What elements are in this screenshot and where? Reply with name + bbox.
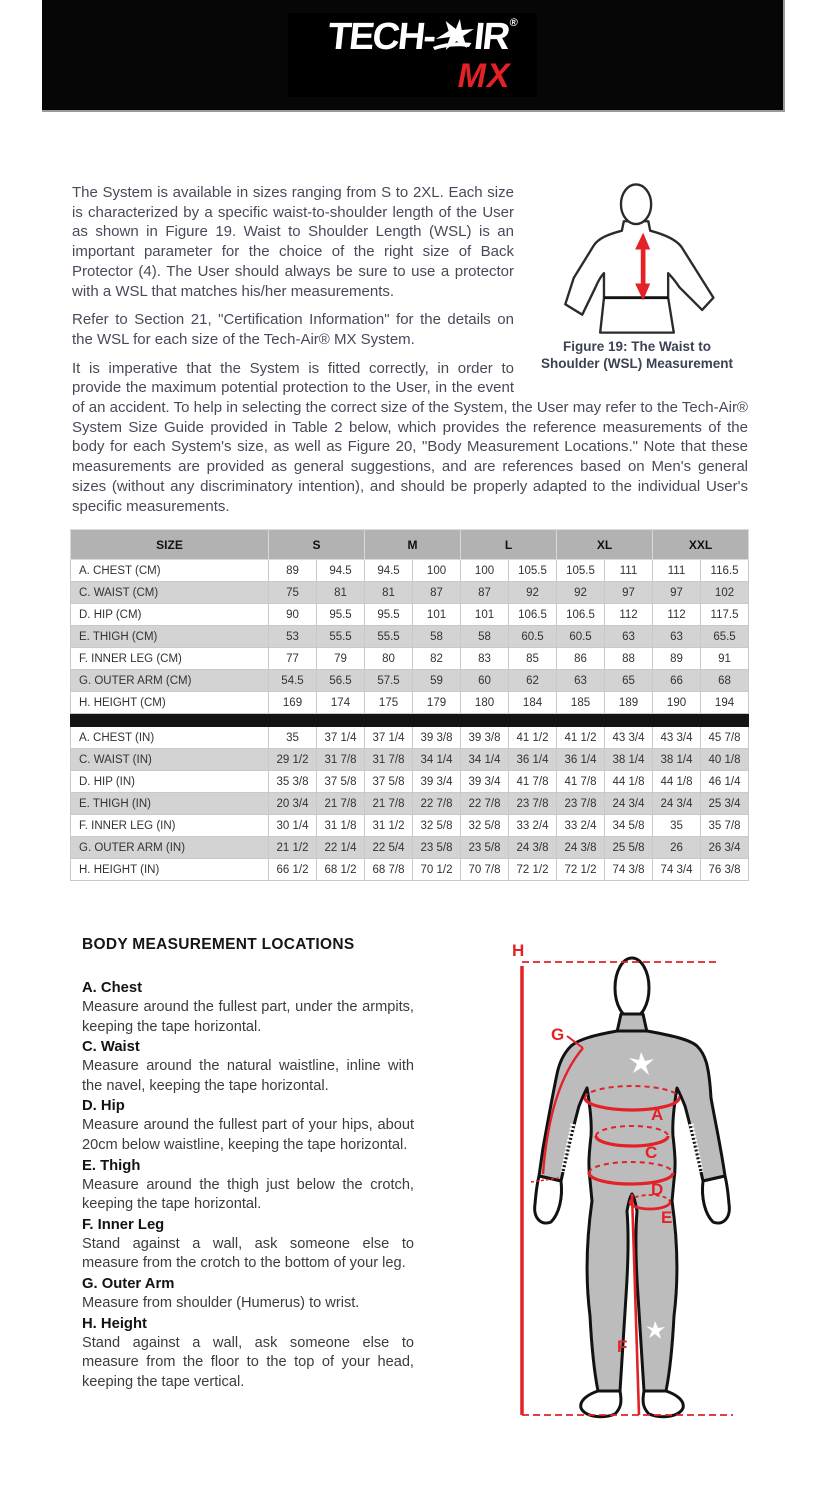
- measurement-cell: 33 2/4: [557, 815, 605, 837]
- measurement-cell: 88: [605, 648, 653, 670]
- measurement-cell: 35: [653, 815, 701, 837]
- table-row: [71, 604, 749, 626]
- measurement-cell: 92: [557, 582, 605, 604]
- table-header-row: [71, 530, 749, 560]
- measurement-cell: 97: [653, 582, 701, 604]
- measurement-cell: 106.5: [509, 604, 557, 626]
- measurement-cell: 63: [605, 626, 653, 648]
- measurement-cell: 95.5: [365, 604, 413, 626]
- measurement-cell: 117.5: [701, 604, 749, 626]
- table-row: [71, 815, 749, 837]
- label-waist: C: [645, 1143, 658, 1162]
- measurement-cell: 97: [605, 582, 653, 604]
- measurement-cell: 34 1/4: [413, 749, 461, 771]
- row-label: H. HEIGHT (IN): [71, 859, 269, 881]
- measurement-cell: 39 3/4: [461, 771, 509, 793]
- size-col-xl: XL: [557, 530, 653, 560]
- measurement-cell: 43 3/4: [605, 727, 653, 749]
- size-col-m: M: [365, 530, 461, 560]
- measurement-cell: 35 3/8: [269, 771, 317, 793]
- registered-mark: ®: [509, 16, 519, 29]
- measurement-cell: 24 3/4: [605, 793, 653, 815]
- measurement-item-chest: [82, 978, 414, 1037]
- measurement-cell: 22 5/4: [365, 837, 413, 859]
- measurement-title: C. Waist: [82, 1039, 140, 1056]
- measurement-cell: 39 3/4: [413, 771, 461, 793]
- measurement-cell: 21 7/8: [365, 793, 413, 815]
- measurement-text: Measure around the thigh just below the crotch, keeping the tape horizontal.: [82, 1176, 414, 1213]
- measurement-cell: 94.5: [317, 560, 365, 582]
- measurement-cell: 31 1/8: [317, 815, 365, 837]
- measurement-cell: 41 7/8: [557, 771, 605, 793]
- measurement-cell: 116.5: [701, 560, 749, 582]
- wsl-silhouette-figure: [553, 183, 721, 335]
- measurement-cell: 62: [509, 670, 557, 692]
- measurement-cell: 26: [653, 837, 701, 859]
- table-row: [71, 626, 749, 648]
- measurement-cell: 45 7/8: [701, 727, 749, 749]
- measurement-cell: 29 1/2: [269, 749, 317, 771]
- measurement-cell: 90: [269, 604, 317, 626]
- measurement-cell: 53: [269, 626, 317, 648]
- in-rows-body: [71, 727, 749, 881]
- size-header-cell: SIZE: [71, 530, 269, 560]
- measurement-cell: 194: [701, 692, 749, 714]
- figure-head: [615, 958, 649, 1018]
- measurement-item-hip: [82, 1096, 414, 1155]
- measurement-cell: 37 1/4: [365, 727, 413, 749]
- measurement-title: H. Height: [82, 1315, 147, 1332]
- measurement-cell: 58: [413, 626, 461, 648]
- intro-paragraph-1: The System is available in sizes ranging from S to 2XL. Each size is characterized by a specific waist-to-shoulder length of the User as shown in Figure 19. Waist to Shoulder Length (WSL) is an important parameter for the choice of the right size of Back Protector (4). The User should always be sure to use a protector with a WSL that matches his/her measurements.: [72, 184, 514, 300]
- tech-air-mx-logo: [326, 16, 519, 95]
- measurement-cell: 44 1/8: [653, 771, 701, 793]
- table-row: [71, 859, 749, 881]
- label-outer-arm: G: [551, 1025, 565, 1044]
- measurement-cell: 174: [317, 692, 365, 714]
- measurement-cell: 30 1/4: [269, 815, 317, 837]
- measurement-cell: 44 1/8: [605, 771, 653, 793]
- cm-rows-body: [71, 560, 749, 714]
- measurement-cell: 87: [413, 582, 461, 604]
- measurement-cell: 23 5/8: [413, 837, 461, 859]
- measurement-cell: 25 3/4: [701, 793, 749, 815]
- table-row: [71, 749, 749, 771]
- system-size-guide-table: [70, 529, 749, 881]
- measurement-cell: 35 7/8: [701, 815, 749, 837]
- intro-section: [72, 183, 748, 525]
- measurement-cell: 175: [365, 692, 413, 714]
- measurement-title: G. Outer Arm: [82, 1275, 175, 1292]
- figure-left-hand: [535, 1176, 562, 1223]
- table-row: [71, 793, 749, 815]
- measurement-title: A. Chest: [82, 980, 143, 996]
- figure-19-caption: [526, 339, 748, 373]
- logo-text-mx: MX: [457, 57, 511, 95]
- tech-air-wordmark: [326, 17, 518, 57]
- measurement-cell: 24 3/4: [653, 793, 701, 815]
- measurement-cell: 77: [269, 648, 317, 670]
- table-row: [71, 771, 749, 793]
- measurement-cell: 55.5: [365, 626, 413, 648]
- intro-paragraph-2: Refer to Section 21, "Certification Information" for the details on the WSL for each size of the Tech-Air® MX System.: [72, 311, 514, 348]
- measurement-cell: 25 5/8: [605, 837, 653, 859]
- label-chest: A: [651, 1105, 664, 1124]
- row-label: A. CHEST (CM): [71, 560, 269, 582]
- intro-paragraph-3: It is imperative that the System is fitted correctly, in order to provide the maximum potential protection to the User, in the event of an accident. To help in selecting the correct size of the System, the User may refer to the Tech-Air® System Size Guide provided in Table 2 below, which provides the reference measurements of the body for each System's size, as well as Figure 20, "Body Measurement Locations." Note that these measurements are provided as general suggestions, and are references based on Men's general sizes (without any discriminatory intention), and should be properly adapted to the individual User's specific measurements.: [72, 359, 748, 515]
- measurement-cell: 33 2/4: [509, 815, 557, 837]
- logo-dash: -: [421, 16, 437, 58]
- table-row: [71, 648, 749, 670]
- measurement-cell: 70 7/8: [461, 859, 509, 881]
- measurement-cell: 72 1/2: [509, 859, 557, 881]
- measurement-cell: 179: [413, 692, 461, 714]
- row-label: H. HEIGHT (CM): [71, 692, 269, 714]
- measurement-cell: 59: [413, 670, 461, 692]
- measurement-text: Measure around the fullest part, under the armpits, keeping the tape horizontal.: [82, 999, 414, 1035]
- measurement-cell: 24 3/8: [509, 837, 557, 859]
- measurement-cell: 31 1/2: [365, 815, 413, 837]
- measurement-cell: 100: [461, 560, 509, 582]
- measurement-cell: 55.5: [317, 626, 365, 648]
- measurement-cell: 37 1/4: [317, 727, 365, 749]
- measurement-item-thigh: [82, 1156, 414, 1215]
- measurement-text: Measure around the natural waistline, inline with the navel, keeping the tape horizontal.: [82, 1058, 414, 1094]
- measurement-cell: 32 5/8: [413, 815, 461, 837]
- measurement-cell: 80: [365, 648, 413, 670]
- measurement-cell: 21 7/8: [317, 793, 365, 815]
- measurement-cell: 38 1/4: [605, 749, 653, 771]
- measurement-cell: 106.5: [557, 604, 605, 626]
- measurement-cell: 105.5: [509, 560, 557, 582]
- measurement-cell: 41 7/8: [509, 771, 557, 793]
- measurement-cell: 68: [701, 670, 749, 692]
- measurement-cell: 101: [413, 604, 461, 626]
- measurement-cell: 60.5: [557, 626, 605, 648]
- measurement-item-waist: [82, 1037, 414, 1096]
- measurement-cell: 35: [269, 727, 317, 749]
- measurement-cell: 72 1/2: [557, 859, 605, 881]
- figure-19-caption-line2: Shoulder (WSL) Measurement: [540, 355, 734, 371]
- figure-neck: [617, 1014, 647, 1032]
- measurement-title: D. Hip: [82, 1098, 125, 1115]
- row-label: A. CHEST (IN): [71, 727, 269, 749]
- measurement-cell: 36 1/4: [557, 749, 605, 771]
- size-col-s: S: [269, 530, 365, 560]
- measurement-text: Measure from shoulder (Humerus) to wrist.: [82, 1294, 360, 1311]
- measurement-cell: 43 3/4: [653, 727, 701, 749]
- measurement-cell: 40 1/8: [701, 749, 749, 771]
- size-col-xxl: XXL: [653, 530, 749, 560]
- body-measurement-heading: BODY MEASUREMENT LOCATIONS: [82, 936, 355, 953]
- measurement-cell: 22 1/4: [317, 837, 365, 859]
- measurement-cell: 39 3/8: [461, 727, 509, 749]
- measurement-cell: 83: [461, 648, 509, 670]
- measurement-cell: 66: [653, 670, 701, 692]
- measurement-cell: 100: [413, 560, 461, 582]
- measurement-cell: 38 1/4: [653, 749, 701, 771]
- measurement-cell: 102: [701, 582, 749, 604]
- measurement-cell: 23 7/8: [509, 793, 557, 815]
- measurement-cell: 41 1/2: [557, 727, 605, 749]
- measurement-cell: 37 5/8: [365, 771, 413, 793]
- measurement-cell: 32 5/8: [461, 815, 509, 837]
- measurement-title: E. Thigh: [82, 1157, 141, 1174]
- label-hip: D: [651, 1180, 664, 1199]
- measurement-cell: 66 1/2: [269, 859, 317, 881]
- measurement-cell: 56.5: [317, 670, 365, 692]
- measurement-cell: 68 7/8: [365, 859, 413, 881]
- measurement-cell: 185: [557, 692, 605, 714]
- measurement-cell: 31 7/8: [365, 749, 413, 771]
- measurement-item-outer-arm: [82, 1274, 414, 1314]
- measurement-item-inner-leg: [82, 1215, 414, 1274]
- measurement-cell: 54.5: [269, 670, 317, 692]
- row-label: E. THIGH (CM): [71, 626, 269, 648]
- measurement-cell: 74 3/8: [605, 859, 653, 881]
- measurement-cell: 26 3/4: [701, 837, 749, 859]
- measurement-cell: 23 7/8: [557, 793, 605, 815]
- measurement-cell: 22 7/8: [461, 793, 509, 815]
- row-label: F. INNER LEG (IN): [71, 815, 269, 837]
- measurement-cell: 95.5: [317, 604, 365, 626]
- label-height: H: [512, 941, 525, 960]
- measurement-cell: 60.5: [509, 626, 557, 648]
- row-label: G. OUTER ARM (CM): [71, 670, 269, 692]
- measurement-cell: 94.5: [365, 560, 413, 582]
- table-row: [71, 560, 749, 582]
- measurement-cell: 63: [653, 626, 701, 648]
- measurement-cell: 180: [461, 692, 509, 714]
- size-col-l: L: [461, 530, 557, 560]
- alpinestars-star-icon: [430, 17, 478, 57]
- measurement-cell: 65.5: [701, 626, 749, 648]
- row-label: C. WAIST (IN): [71, 749, 269, 771]
- row-label: E. THIGH (IN): [71, 793, 269, 815]
- measurement-cell: 39 3/8: [413, 727, 461, 749]
- label-thigh: E: [661, 1208, 673, 1227]
- measurement-cell: 63: [557, 670, 605, 692]
- measurement-cell: 24 3/8: [557, 837, 605, 859]
- measurement-cell: 23 5/8: [461, 837, 509, 859]
- body-measurement-section: [82, 936, 414, 1392]
- measurement-cell: 111: [605, 560, 653, 582]
- row-label: D. HIP (CM): [71, 604, 269, 626]
- table-row: [71, 582, 749, 604]
- logo-text-tech: TECH: [326, 16, 427, 58]
- measurement-cell: 22 7/8: [413, 793, 461, 815]
- figure-left-foot: [581, 1391, 621, 1417]
- measurement-cell: 34 1/4: [461, 749, 509, 771]
- measurement-cell: 101: [461, 604, 509, 626]
- measurement-cell: 37 5/8: [317, 771, 365, 793]
- measurement-cell: 21 1/2: [269, 837, 317, 859]
- measurement-cell: 57.5: [365, 670, 413, 692]
- measurement-cell: 20 3/4: [269, 793, 317, 815]
- measurement-cell: 111: [653, 560, 701, 582]
- measurement-cell: 91: [701, 648, 749, 670]
- measurement-cell: 184: [509, 692, 557, 714]
- row-label: F. INNER LEG (CM): [71, 648, 269, 670]
- row-label: C. WAIST (CM): [71, 582, 269, 604]
- measurement-text: Stand against a wall, ask someone else to measure from the floor to the top of your head, keeping the tape vertical.: [82, 1334, 414, 1390]
- measurement-item-height: [82, 1314, 414, 1393]
- measurement-cell: 34 5/8: [605, 815, 653, 837]
- measurement-cell: 85: [509, 648, 557, 670]
- measurement-cell: 112: [605, 604, 653, 626]
- row-label: G. OUTER ARM (IN): [71, 837, 269, 859]
- measurement-cell: 46 1/4: [701, 771, 749, 793]
- logo-text-ir: IR: [472, 16, 511, 58]
- figure-19-caption-line1: Figure 19: The Waist to: [562, 339, 711, 354]
- measurement-cell: 105.5: [557, 560, 605, 582]
- figure-right-hand: [702, 1176, 729, 1223]
- measurement-cell: 189: [605, 692, 653, 714]
- measurement-text: Measure around the fullest part of your hips, about 20cm below waistline, keeping the tape horizontal.: [82, 1117, 414, 1153]
- brand-banner: [42, 0, 785, 112]
- measurement-cell: 68 1/2: [317, 859, 365, 881]
- measurement-cell: 41 1/2: [509, 727, 557, 749]
- figure-19: [526, 183, 748, 373]
- label-inner-leg: F: [617, 1337, 628, 1356]
- measurement-cell: 65: [605, 670, 653, 692]
- measurement-cell: 92: [509, 582, 557, 604]
- body-measurement-figure: [495, 936, 805, 1488]
- measurement-cell: 87: [461, 582, 509, 604]
- table-row: [71, 837, 749, 859]
- measurement-cell: 60: [461, 670, 509, 692]
- figure-right-foot: [643, 1391, 683, 1417]
- measurement-cell: 89: [269, 560, 317, 582]
- unit-divider-bar: [71, 714, 749, 727]
- measurement-cell: 76 3/8: [701, 859, 749, 881]
- row-label: D. HIP (IN): [71, 771, 269, 793]
- measurement-cell: 58: [461, 626, 509, 648]
- measurement-cell: 82: [413, 648, 461, 670]
- measurement-cell: 86: [557, 648, 605, 670]
- table-row: [71, 692, 749, 714]
- measurement-cell: 81: [365, 582, 413, 604]
- measurement-cell: 31 7/8: [317, 749, 365, 771]
- measurement-text: Stand against a wall, ask someone else to measure from the crotch to the bottom of your leg.: [82, 1235, 414, 1272]
- measurement-cell: 112: [653, 604, 701, 626]
- table-row: [71, 670, 749, 692]
- figure-20-body-diagram: [495, 936, 805, 1488]
- measurement-cell: 81: [317, 582, 365, 604]
- brand-banner-inner: [288, 13, 536, 97]
- measurement-cell: 70 1/2: [413, 859, 461, 881]
- measurement-cell: 74 3/4: [653, 859, 701, 881]
- table-row: [71, 727, 749, 749]
- measurement-cell: 89: [653, 648, 701, 670]
- measurement-cell: 36 1/4: [509, 749, 557, 771]
- measurement-cell: 169: [269, 692, 317, 714]
- measurement-cell: 79: [317, 648, 365, 670]
- measurement-title: F. Inner Leg: [82, 1216, 165, 1233]
- measurement-cell: 75: [269, 582, 317, 604]
- measurement-cell: 190: [653, 692, 701, 714]
